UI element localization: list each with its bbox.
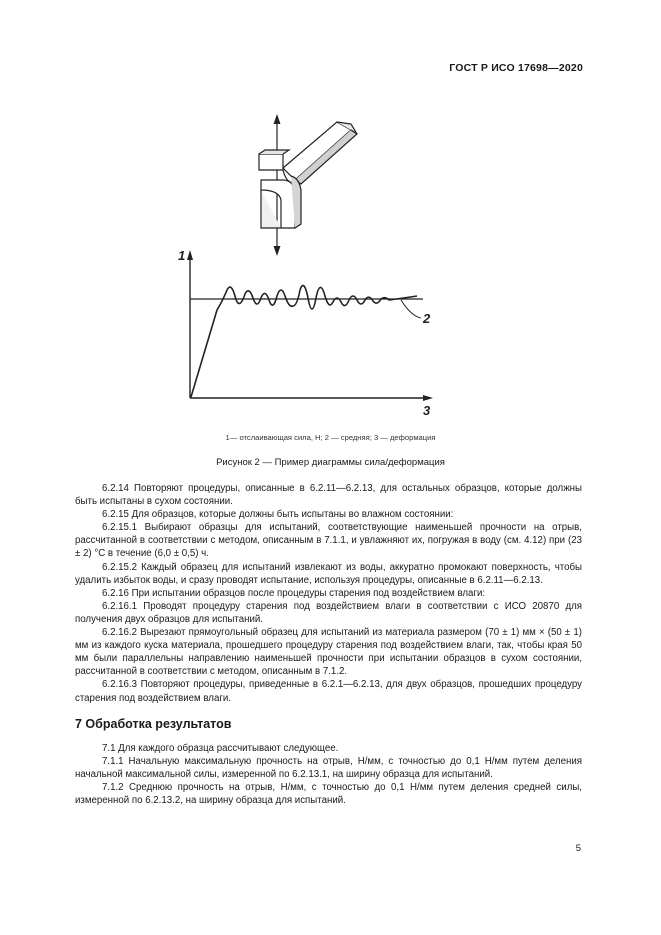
force-curve: [191, 286, 417, 398]
paragraph-6-2-14: 6.2.14 Повторяют процедуры, описанные в 6.2.11—6.2.13, для остальных образцов, которые должны быть испытаны в сухом состоянии.: [75, 483, 582, 508]
document-body: [75, 482, 582, 807]
specimen-illustration: [259, 114, 357, 256]
paragraph-6-2-15-2: 6.2.15.2 Каждый образец для испытаний извлекают из воды, аккуратно промокают поверхность, чтобы удалить избыток воды, и сразу проводят испытание, используя процедуры, описанные в 6.2.11—6.2.13.: [75, 561, 582, 586]
average-curve-label: 2: [423, 311, 431, 326]
paragraph-6-2-16-2: 6.2.16.2 Вырезают прямоугольный образец для испытаний из материала размером (70 ± 1) мм × (50 ± 1) мм из каждого куска материала, прошедшего процедуру старения под воздействием влаги, так, чтобы края 50 мм были параллельны направлению наименьшей прочности при испытании образцов в сухом состоянии, рассчитанной в соответствии с методом, описанным в 7.1.2.: [75, 627, 582, 678]
paragraph-6-2-15: 6.2.15 Для образцов, которые должны быть испытаны во влажном состоянии:: [102, 509, 454, 521]
x-axis-label: 3: [423, 403, 431, 418]
paragraph-6-2-16-1: 6.2.16.1 Проводят процедуру старения под воздействием влаги в соответствии с ИСО 20870 для получения двух образцов для испытаний.: [75, 600, 582, 625]
paragraph-6-2-16: 6.2.16 При испытании образцов после процедуры старения под воздействием влаги:: [102, 587, 486, 599]
standard-header: ГОСТ Р ИСО 17698—2020: [449, 62, 583, 74]
chart-axes: [187, 250, 433, 401]
paragraph-7-1: 7.1 Для каждого образца рассчитывают следующее.: [102, 742, 339, 754]
peel-test-figure: [165, 110, 455, 440]
y-axis-label: 1: [178, 248, 186, 263]
paragraph-7-1-2: 7.1.2 Среднюю прочность на отрыв, Н/мм, с точностью до 0,1 Н/мм путем деления средней силы, измеренной по 6.2.13.2, на ширину образца для испытаний.: [75, 781, 582, 807]
section-7-heading: 7 Обработка результатов: [75, 716, 232, 731]
page-number: 5: [575, 843, 581, 854]
figure-caption: Рисунок 2 — Пример диаграммы сила/деформация: [216, 457, 445, 468]
paragraph-7-1-1: 7.1.1 Начальную максимальную прочность на отрыв, Н/мм, с точностью до 0,1 Н/мм путем деления начальной максимальной силы, измеренной по 6.2.13.1, на ширину образца для испытаний.: [75, 755, 582, 780]
figure-legend: 1— отслаивающая сила, Н; 2 — средняя; 3 — деформация: [225, 433, 436, 442]
average-leader-line: [401, 300, 421, 318]
paragraph-6-2-16-3: 6.2.16.3 Повторяют процедуры, приведенные в 6.2.1—6.2.13, для двух образцов, прошедших процедуру старения под воздействием влаги.: [75, 679, 582, 704]
paragraph-6-2-15-1: 6.2.15.1 Выбирают образцы для испытаний, соответствующие наименьшей прочности на отрыв, рассчитанной в соответствии с методом, описанным в 7.1.1, и увлажняют их, погружая в воду (см. 4.12) при (23 ± 2) °С в течение (6,0 ± 0,5) ч.: [75, 522, 582, 560]
